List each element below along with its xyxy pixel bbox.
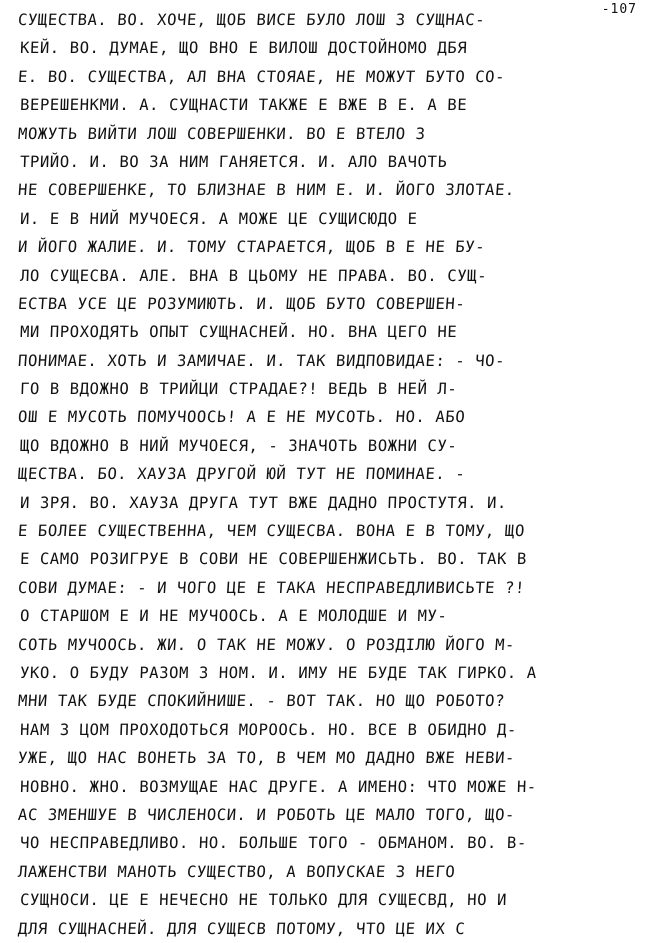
page-number: -107 bbox=[601, 2, 637, 17]
text-line: ГО В ВДОЖНО В ТРИЙЦИ СТРАДАЕ?! ВЕДЬ В НЕЙ Л- bbox=[19, 380, 458, 399]
text-line: НЕ СОВЕРШЕНКЕ, ТО БЛИЗНАЕ В НИМ Е. И. ЙОГО ЗЛОТАЕ. bbox=[17, 181, 516, 200]
text-line: УЖЕ, ЩО НАС ВОНЕТЬ ЗА ТО, В ЧЕМ МО ДАДНО ВЖЕ НЕВИ- bbox=[17, 749, 516, 768]
text-line: Е САМО РОЗИГРУЕ В СОВИ НЕ СОВЕРШЕНЖИСЬТЬ. ВО. ТАК В bbox=[19, 550, 528, 569]
text-line: МОЖУТЬ ВИЙТИ ЛОШ СОВЕРШЕНКИ. ВО Е ВТЕЛО З bbox=[17, 124, 427, 143]
text-line: Е. ВО. СУЩЕСТВА, АЛ ВНА СТОЯАЕ, НЕ МОЖУТ БУТО СО- bbox=[17, 67, 506, 86]
handwritten-text-block bbox=[18, 6, 633, 943]
text-line: Е БОЛЕЕ СУЩЕСТВЕННА, ЧЕМ СУЩЕСВА. ВОНА Е В ТОМУ, ЩО bbox=[17, 522, 526, 541]
text-line: СУЩЕСТВА. ВО. ХОЧЕ, ЩОБ ВИСЕ БУЛО ЛОШ З СУЩНАС- bbox=[17, 11, 486, 29]
text-line: МНИ ТАК БУДЕ СПОКИЙНИШЕ. - ВОТ ТАК. НО ЩО РОБОТО? bbox=[17, 692, 506, 711]
text-line: И ЗРЯ. ВО. ХАУЗА ДРУГА ТУТ ВЖЕ ДАДНО ПРОСТУТЯ. И. bbox=[19, 493, 508, 512]
text-line: СОВИ ДУМАЕ: - И ЧОГО ЦЕ Е ТАКА НЕСПРАВЕДЛИВИСЬТE ?! bbox=[17, 578, 526, 597]
text-line: ПОНИМАЕ. ХОТЬ И ЗАМИЧАЕ. И. ТАК ВИДПОВИДАЕ: - ЧО- bbox=[17, 351, 506, 370]
text-line: СОТЬ МУЧООСЬ. ЖИ. О ТАК НЕ МОЖУ. О РОЗДІЛЮ ЙОГО М- bbox=[17, 635, 516, 654]
text-line: И. Е В НИЙ МУЧОЕСЯ. А МОЖЕ ЦЕ СУЩИСЮДО Е bbox=[19, 209, 418, 228]
text-line: АС ЗМЕНШУЕ В ЧИСЛЕНОСИ. И РОБОТЬ ЦЕ МАЛО ТОГО, ЩО- bbox=[17, 805, 516, 824]
text-line: ОШ Е МУСОТЬ ПОМУЧООСЬ! А Е НЕ МУСОТЬ. НО. АБО bbox=[17, 408, 466, 427]
text-line: ЛО СУЩЕСВА. АЛЕ. ВНА В ЦЬОМУ НЕ ПРАВА. ВО. СУЩ- bbox=[19, 266, 488, 285]
text-line: ЕСТВА УСЕ ЦЕ РОЗУМИЮТЬ. И. ЩОБ БУТО СОВЕРШЕН- bbox=[17, 294, 466, 313]
text-line: УКО. О БУДУ РАЗОМ З НОМ. И. ИМУ НЕ БУДЕ ТАК ГИРКО. А bbox=[19, 663, 538, 682]
text-line: КЕЙ. ВО. ДУМАЕ, ЩО ВНО Е ВИЛОШ ДОСТОЙНОМО ДБЯ bbox=[19, 39, 468, 58]
text-line: МИ ПРОХОДЯТЬ ОПЫТ СУЩНАСНЕЙ. НО. ВНА ЦЕГО НЕ bbox=[19, 323, 458, 342]
text-line: ЧО НЕСПРАВЕДЛИВО. НО. БОЛЬШЕ ТОГО - ОБМАНОМ. ВО. В- bbox=[19, 834, 528, 853]
text-line: ВЕРЕШЕНКМИ. А. СУЩНАСТИ ТАКЖЕ Е ВЖЕ В Е. А ВЕ bbox=[19, 96, 468, 115]
text-line: ЛАЖЕНСТВИ МАНОТЬ СУЩЕСТВО, А ВОПУСКАЕ З НЕГО bbox=[17, 862, 456, 881]
text-line: ЩО ВДОЖНО В НИЙ МУЧОЕСЯ, - ЗНАЧОТЬ ВОЖНИ СУ- bbox=[19, 436, 458, 455]
text-line: НАМ З ЦОМ ПРОХОДОТЬСЯ МОРООСЬ. НО. ВСЕ В ОБИДНО Д- bbox=[19, 720, 518, 739]
text-line: ДЛЯ СУЩНАСНЕЙ. ДЛЯ СУЩЕСВ ПОТОМУ, ЧТО ЦЕ ИХ С bbox=[17, 919, 466, 938]
text-line: ЩЕСТВА. БО. ХАУЗА ДРУГОЙ ЮЙ ТУТ НЕ ПОМИНАЕ. - bbox=[17, 465, 466, 484]
text-line: ТРИЙО. И. ВО ЗА НИМ ГАНЯЕТСЯ. И. АЛО ВАЧОТЬ bbox=[19, 152, 448, 171]
text-line: НОВНО. ЖНО. ВОЗМУЩАЕ НАС ДРУГЕ. А ИМЕНО: ЧТО МОЖЕ Н- bbox=[19, 777, 538, 796]
text-line: И ЙОГО ЖАЛИЕ. И. ТОМУ СТАРАЕТСЯ, ЩОБ В Е НЕ БУ- bbox=[17, 238, 486, 257]
text-line: О СТАРШОМ Е И НЕ МУЧООСЬ. А Е МОЛОДШЕ И МУ- bbox=[19, 607, 448, 626]
text-line: СУЩНОСИ. ЦЕ Е НЕЧЕСНО НЕ ТОЛЬКО ДЛЯ СУЩЕСВД, НО И bbox=[19, 891, 508, 910]
